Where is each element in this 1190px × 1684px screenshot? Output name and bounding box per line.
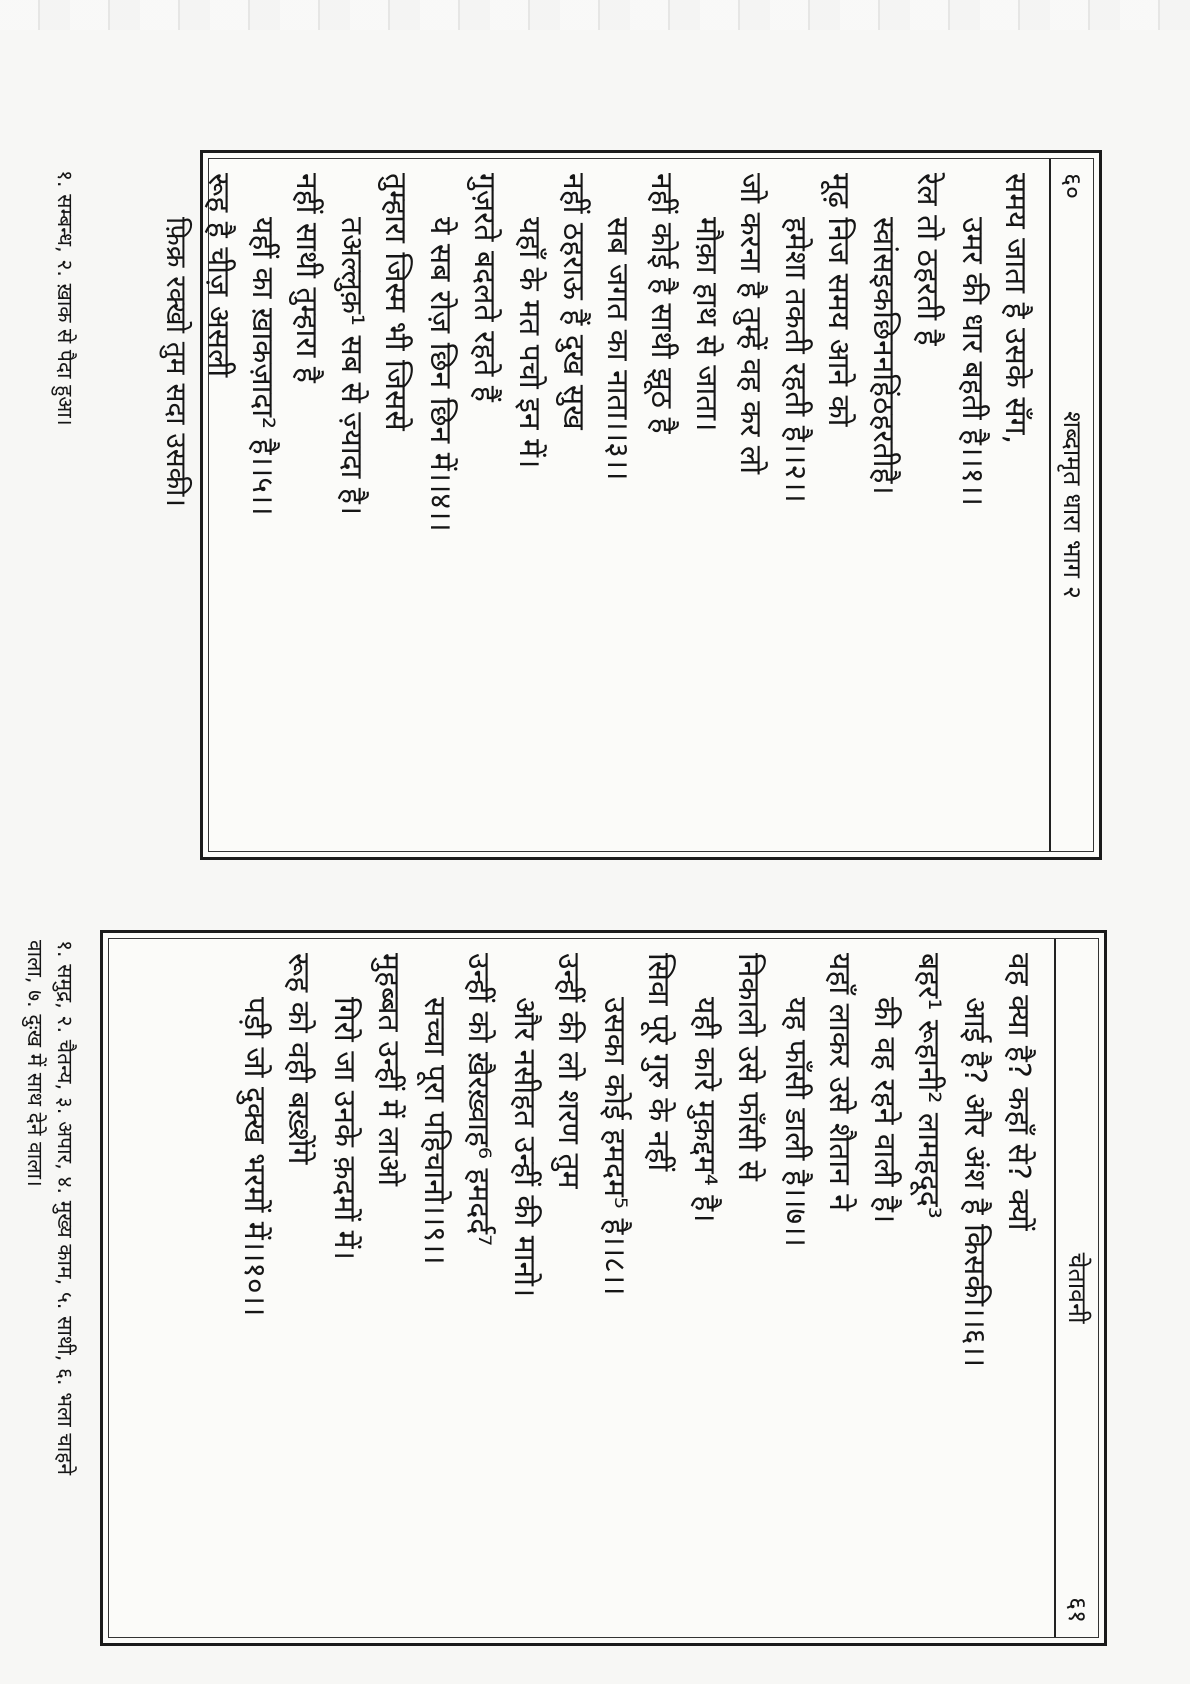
left-page-frame — [160, 150, 1102, 860]
verse-line: वह क्या है? कहाँ से? क्यों — [1001, 953, 1036, 1231]
verse-line: यहाँ के मत पचो इन में। — [512, 217, 547, 469]
left-page-header — [1049, 159, 1093, 851]
verse-line: रूह को वही बख़्शेंगे — [281, 953, 316, 1165]
verse-line: मुहब्बत उन्हीं में लाओ — [371, 953, 406, 1187]
running-title: चेतावनी — [1063, 1252, 1092, 1324]
verse-line: फ़िक्र रक्खो तुम सदा उसकी। — [160, 217, 193, 508]
verse-line: जो करना है तुम्हें वह कर लो — [733, 173, 768, 475]
verse-line: उमर की धार बहती है।।१।। — [955, 217, 990, 507]
verse-line: यही कारे मुक़द्दम⁴ है। — [687, 997, 722, 1223]
right-page-header — [1054, 939, 1098, 1637]
page-number: ६० — [1058, 173, 1087, 200]
right-page-inner-frame — [108, 938, 1099, 1638]
verse-line: समय जाता है उसके सँग, — [998, 173, 1033, 445]
verse-line: यहीं का ख़ाकज़ादा² है।।५।। — [245, 217, 280, 516]
verse-line: नहीं कोई है साथी झूठ है — [644, 173, 679, 434]
running-title: शब्दामृत धारा भाग २ — [1058, 411, 1087, 599]
verse-line: उन्हीं की लो शरण तुम — [551, 953, 586, 1189]
verse-line: तअल्लुक़¹ सब से ज़्यादा है। — [334, 217, 369, 516]
verse-line: सब जगत का नाता।।३।। — [600, 217, 635, 481]
verse-line: रूह है चीज़ असली — [201, 173, 236, 378]
verse-line: की वह रहने वाली है। — [867, 997, 902, 1224]
right-footnote-line-2: वाला, ७. दुःख में साथ देने वाला। — [23, 940, 47, 1187]
verse-line: गिरो जा उनके क़दमों में। — [327, 997, 362, 1260]
verse-line: और नसीहत उन्हीं की मानो। — [507, 997, 542, 1298]
verse-line: गुज़रते बदलते रहते हैं — [467, 173, 502, 402]
right-page-frame — [100, 930, 1107, 1646]
verse-line: ये सब रोज़ छिन छिन में।।४।। — [423, 217, 458, 532]
verse-line: स्वांसइकछिननहिंठहरतीहै। — [866, 217, 901, 495]
page-number: ६१ — [1063, 1596, 1092, 1623]
verse-line: यहाँ लाकर उसे शैतान ने — [822, 953, 857, 1211]
verse-line: हमेशा तकती रहती है।।२।। — [778, 217, 813, 503]
verse-line: उसका कोई हमदम⁵ है।।८।। — [597, 997, 632, 1296]
right-footnote-line-1: १. समुद्र, २. चैतन्य, ३. अपार, ४. मुख्य काम, ५. साथी, ६. भला चाहने — [53, 940, 77, 1475]
verse-line: निकालो उसे फाँसी से — [731, 953, 766, 1181]
verse-line: पड़ी जो दुक्ख भरमों में।।१०।। — [237, 997, 272, 1317]
verse-line: रेल तो ठहरती है — [910, 173, 945, 346]
verse-line: आई है? और अंश है किसकी।।६।। — [957, 997, 992, 1368]
verse-line: तुम्हारा जिस्म भी जिससे — [378, 173, 413, 431]
verse-line: मौक़ा हाथ से जाता। — [689, 217, 724, 432]
verse-line: सच्चा पूरा पहिचानो।।९।। — [417, 997, 452, 1265]
verse-line: यह फाँसी डाली है।।७।। — [778, 997, 813, 1247]
verse-line: बहर¹ रूहानी² लामहदूद³ — [911, 953, 946, 1219]
verse-line: नहीं ठहराऊ हैं दुख सुख — [556, 173, 591, 430]
verse-line: मूढ़ निज समय आने को — [821, 173, 856, 427]
left-footnote: १. सम्बन्ध, २. ख़ाक से पैदा हुआ। — [53, 170, 77, 426]
verse-line: उन्हीं को ख़ैरख़्वाह⁶ हमदर्द⁷ — [461, 953, 496, 1247]
verse-line: नहीं साथी तुम्हारा है — [289, 173, 324, 383]
verse-line: सिवा पूरे गुरु के नहीं — [641, 953, 676, 1172]
left-page-inner-frame — [160, 158, 1094, 852]
